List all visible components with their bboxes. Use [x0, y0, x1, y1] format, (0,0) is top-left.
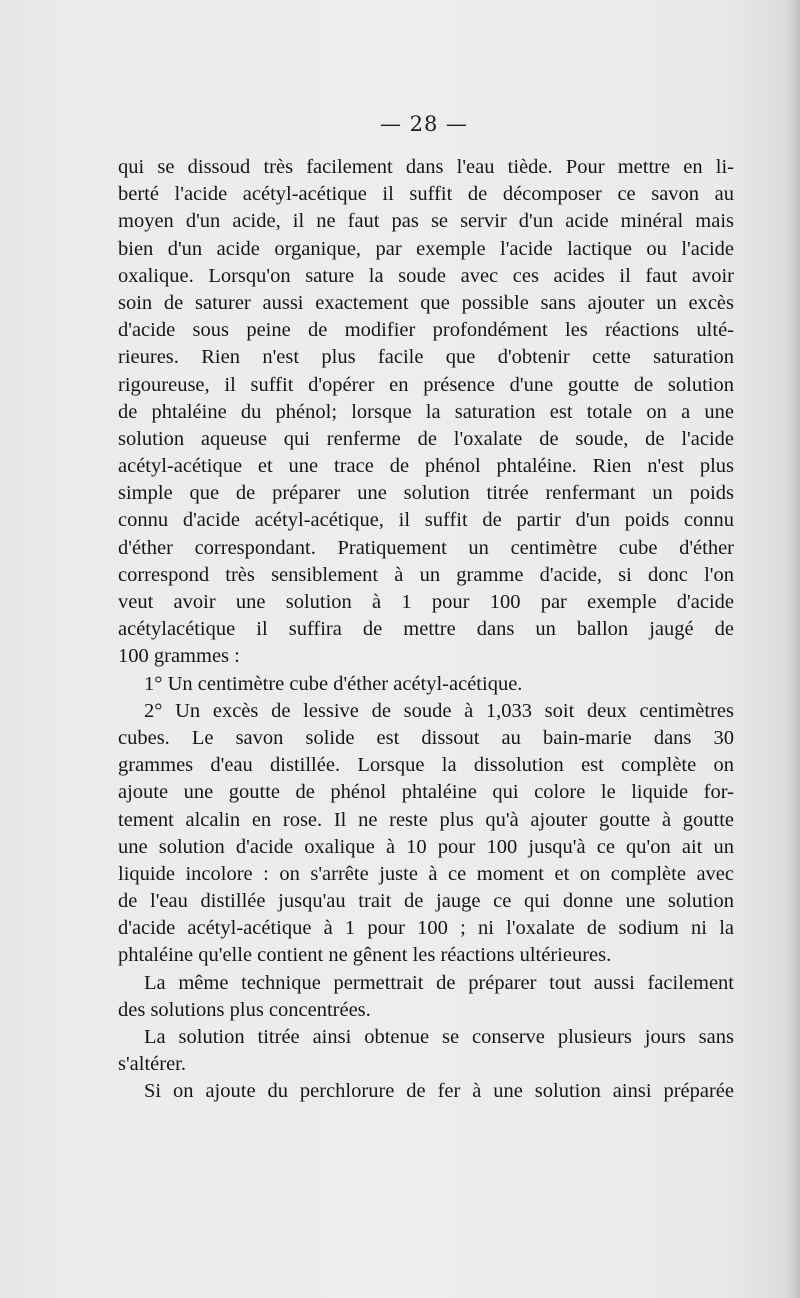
- text-line: s'altérer.: [118, 1053, 187, 1076]
- text-line: d'éther correspondant. Pratiquement un centimètre cube d'éther: [118, 536, 734, 559]
- text-line: bien d'un acide organique, par exemple l'acide lactique ou l'acide: [118, 237, 734, 260]
- text-line: Si on ajoute du perchlorure de fer à une solution ainsi préparée: [144, 1080, 734, 1103]
- text-line: acétyl-acétique et une trace de phénol phtaléine. Rien n'est plus: [118, 455, 734, 478]
- text-line: de phtaléine du phénol; lorsque la saturation est totale on a une: [118, 400, 734, 423]
- text-line: cubes. Le savon solide est dissout au bain-marie dans 30: [118, 726, 734, 749]
- text-line: une solution d'acide oxalique à 10 pour 100 jusqu'à ce qu'on ait un: [118, 835, 734, 858]
- text-line: qui se dissoud très facilement dans l'eau tiède. Pour mettre en li-: [118, 156, 734, 178]
- text-line: tement alcalin en rose. Il ne reste plus qu'à ajouter goutte à goutte: [118, 808, 734, 831]
- text-line: grammes d'eau distillée. Lorsque la dissolution est complète on: [118, 754, 734, 777]
- page-edge-shadow: [786, 0, 800, 1298]
- text-line: correspond très sensiblement à un gramme d'acide, si donc l'on: [118, 563, 734, 586]
- text-line: acétylacétique il suffira de mettre dans un ballon jaugé de: [118, 618, 734, 641]
- text-line: rieures. Rien n'est plus facile que d'obtenir cette saturation: [118, 346, 734, 369]
- text-line: La même technique permettrait de préparer tout aussi facilement: [144, 971, 734, 994]
- text-line: soin de saturer aussi exactement que possible sans ajouter un excès: [118, 291, 734, 314]
- text-line: 1° Un centimètre cube d'éther acétyl-acétique.: [144, 672, 523, 695]
- text-line: connu d'acide acétyl-acétique, il suffit de partir d'un poids connu: [118, 509, 734, 532]
- text-line: solution aqueuse qui renferme de l'oxalate de soude, de l'acide: [118, 427, 734, 450]
- text-line: d'acide sous peine de modifier profondément les réactions ulté-: [118, 319, 734, 342]
- text-line: liquide incolore : on s'arrête juste à ce moment et on complète avec: [118, 862, 734, 885]
- text-line: phtaléine qu'elle contient ne gênent les réactions ultérieures.: [118, 944, 612, 967]
- text-line: 2° Un excès de lessive de soude à 1,033 soit deux centimètres: [144, 699, 734, 722]
- text-line: d'acide acétyl-acétique à 1 pour 100 ; ni l'oxalate de sodium ni la: [118, 917, 734, 940]
- text-line: berté l'acide acétyl-acétique il suffit de décomposer ce savon au: [118, 183, 734, 206]
- text-line: ajoute une goutte de phénol phtaléine qui colore le liquide for-: [118, 781, 734, 804]
- text-line: moyen d'un acide, il ne faut pas se servir d'un acide minéral mais: [118, 210, 734, 233]
- body-text: [118, 154, 734, 1106]
- text-line: simple que de préparer une solution titrée renfermant un poids: [118, 482, 734, 505]
- page-number: — 28 —: [379, 112, 469, 136]
- text-line: La solution titrée ainsi obtenue se conserve plusieurs jours sans: [144, 1026, 734, 1048]
- text-line: oxalique. Lorsqu'on sature la soude avec ces acides il faut avoir: [118, 264, 734, 287]
- text-line: de l'eau distillée jusqu'au trait de jauge ce qui donne une solution: [118, 890, 734, 913]
- text-line: rigoureuse, il suffit d'opérer en présence d'une goutte de solution: [118, 373, 734, 396]
- text-line: veut avoir une solution à 1 pour 100 par exemple d'acide: [118, 591, 734, 613]
- text-line: des solutions plus concentrées.: [118, 998, 371, 1021]
- text-line: 100 grammes :: [118, 645, 240, 668]
